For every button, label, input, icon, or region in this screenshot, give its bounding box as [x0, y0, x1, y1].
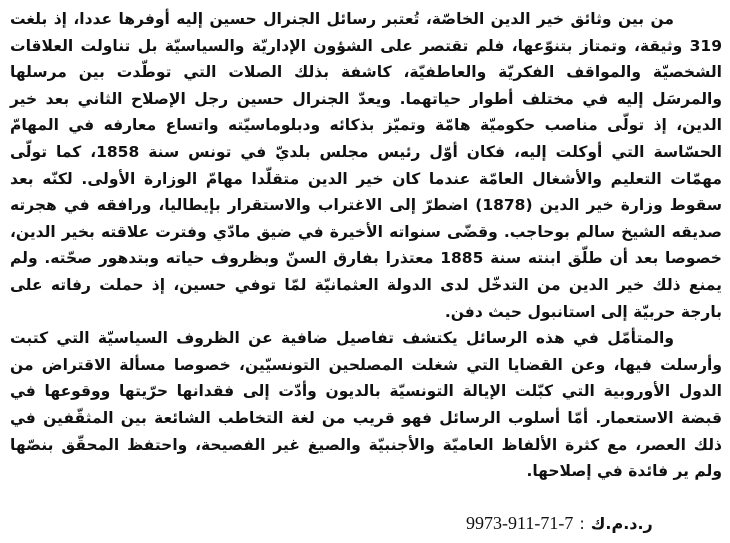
isbn-label: ر.د.م.ك: [590, 514, 653, 533]
isbn-number: 9973-911-71-7: [466, 513, 574, 533]
isbn-line: [466, 510, 653, 537]
paragraph-letters-analysis: والمتأمّل في هذه الرسائل يكتشف تفاصيل ضافية عن الظروف السياسيّة التي كتبت وأرسلت فيها، وعن القضايا التي شغلت المصلحين التونسيّين، خصوصا مسألة الاقتراض من الدول الأوروبية التي كبّلت الإيالة التونسيّة بالديون وأدّت إلى فقدانها حرّيتها ووقوعها في قبضة الاستعمار. أمّا أسلوب الرسائل فهو قريب من لغة التخاطب الشائعة بين المثقّفين في ذلك العصر، مع كثرة الألفاظ العاميّة والأجنبيّة والصيغ غير الفصيحة، واحتفظ المحقّق بنصّها ولم ير فائدة في إصلاحها.: [10, 329, 722, 481]
paragraph-general-hussein-letters: من بين وثائق خير الدين الخاصّة، تُعتبر رسائل الجنرال حسين إليه أوفرها عددا، إذ بلغت 319 وثيقة، وتمتاز بتنوّعها، فلم تقتصر على الشؤون الإداريّة والسياسيّة بل تناولت العلاقات الشخصيّة والمواقف الفكريّة والعاطفيّة، كاشفة بذلك الصلات التي توطّدت بين مرسلها والمرسَل إليه في مختلف أطوار حياتهما. ويعدّ الجنرال حسين رجل الإصلاح الثاني بعد خير الدين، إذ تولّى مناصب حكوميّة هامّة وتميّز بذكائه ودبلوماسيّته واتساع معارفه في المهامّ الحسّاسة التي أوكلت إليه، فكان أوّل رئيس مجلس بلديّ في تونس سنة 1858، كما تولّى مهمّات التعليم والأشغال العامّة عندما كان خير الدين متقلّدا مهامّ الوزارة الأولى. لكنّه بعد سقوط وزارة خير الدين (1878) اضطرّ إلى الاغتراب والاستقرار بإيطاليا، ورافقه في هجرته صديقه الشيخ سالم بوحاجب. وقضّى سنواته الأخيرة في ضيق مادّي وفترت علاقته بخير الدين، خصوصا بعد أن طلّق ابنته سنة 1885 معتذرا بفارق السنّ وبظروف حياته وبتدهور صحّته. ولم يمنع ذلك خير الدين من التدخّل لدى الدولة العثمانيّة لمّا توفي حسين، إذ حملت رفاته على بارجة حربيّة إلى استانبول حيث دفن.: [10, 10, 722, 321]
isbn-separator: :: [579, 514, 585, 533]
